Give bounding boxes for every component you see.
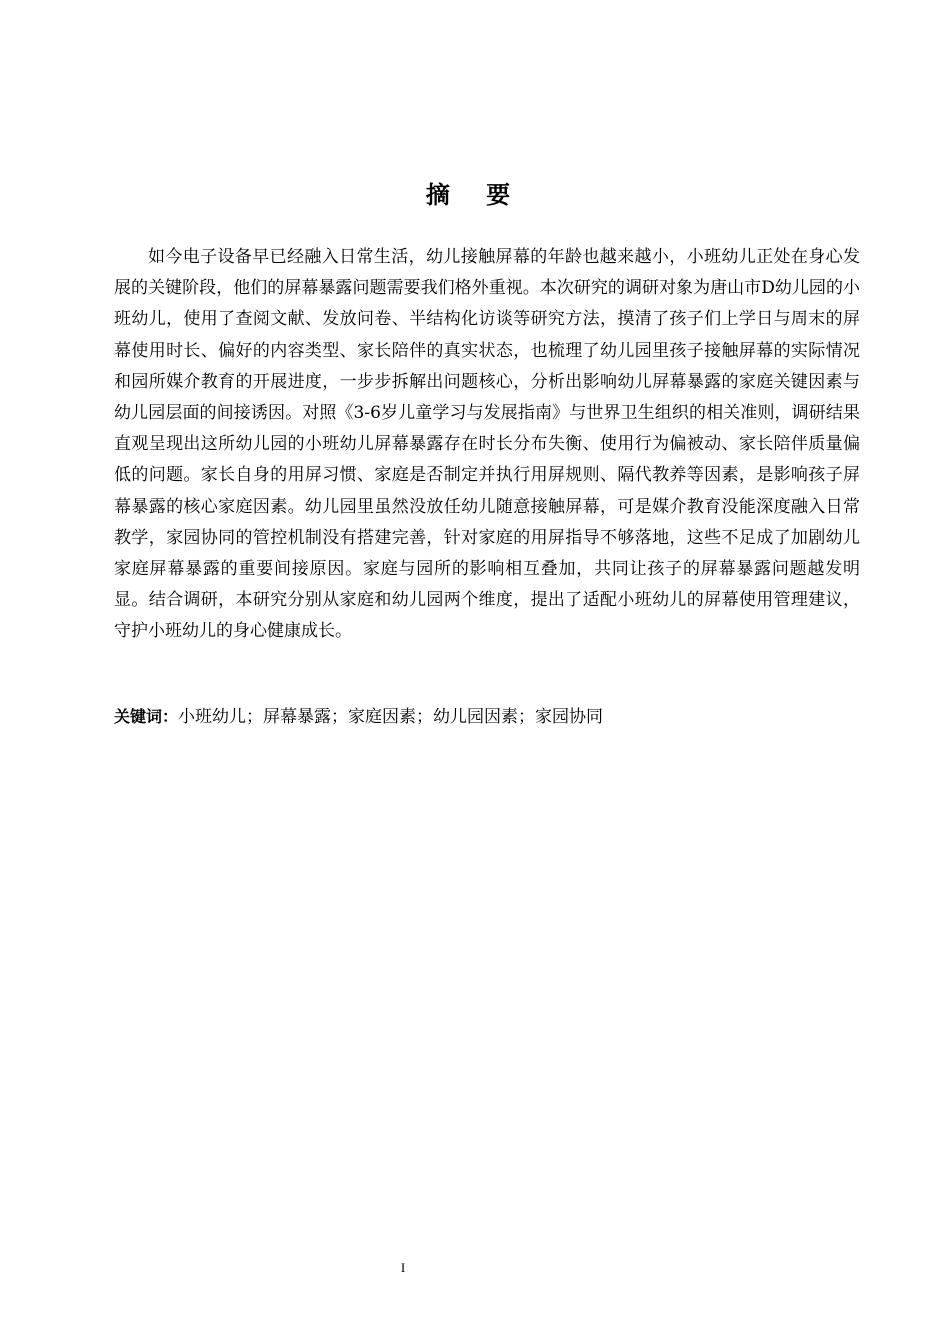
- keywords-label: 关键词：: [114, 707, 179, 726]
- keywords-text: 小班幼儿；屏幕暴露；家庭因素；幼儿园因素；家园协同: [178, 707, 604, 727]
- keywords-line: [114, 702, 860, 732]
- abstract-title: 摘 要: [425, 181, 525, 209]
- page-number: I: [400, 1260, 406, 1275]
- abstract-paragraph: 如今电子设备早已经融入日常生活，幼儿接触屏幕的年龄也越来越小，小班幼儿正处在身心发展的关键阶段，他们的屏幕暴露问题需要我们格外重视。本次研究的调研对象为唐山市D幼儿园的小班幼儿，使用了查阅文献、发放问卷、半结构化访谈等研究方法，摸清了孩子们上学日与周末的屏幕使用时长、偏好的内容类型、家长陪伴的真实状态，也梳理了幼儿园里孩子接触屏幕的实际情况和园所媒介教育的开展进度，一步步拆解出问题核心，分析出影响幼儿屏幕暴露的家庭关键因素与幼儿园层面的间接诱因。对照《3-6岁儿童学习与发展指南》与世界卫生组织的相关准则，调研结果直观呈现出这所幼儿园的小班幼儿屏幕暴露存在时长分布失衡、使用行为偏被动、家长陪伴质量偏低的问题。家长自身的用屏习惯、家庭是否制定并执行用屏规则、隔代教养等因素，是影响孩子屏幕暴露的核心家庭因素。幼儿园里虽然没放任幼儿随意接触屏幕，可是媒介教育没能深度融入日常教学，家园协同的管控机制没有搭建完善，针对家庭的用屏指导不够落地，这些不足成了加剧幼儿家庭屏幕暴露的重要间接原因。家庭与园所的影响相互叠加，共同让孩子的屏幕暴露问题越发明显。结合调研，本研究分别从家庭和幼儿园两个维度，提出了适配小班幼儿的屏幕使用管理建议，守护小班幼儿的身心健康成长。: [114, 247, 860, 642]
